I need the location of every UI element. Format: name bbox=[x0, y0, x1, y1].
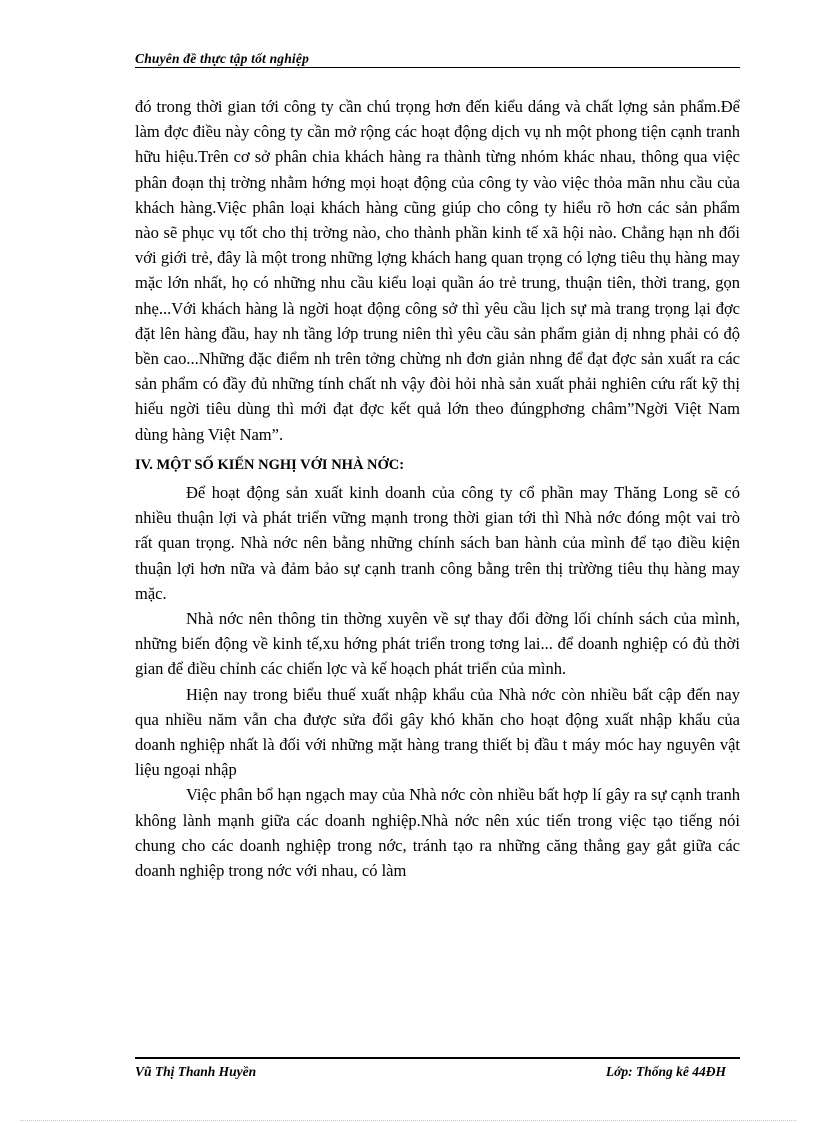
paragraph: Việc phân bổ hạn ngạch may của Nhà nớc còn nhiều bất hợp lí gây ra sự cạnh tranh không lành mạnh giữa các doanh nghiệp.Nhà nớc nên xúc tiến trong việc tạo tiếng nói chung cho các doanh nghiệp trong nớc, tránh tạo ra những căng thẳng gay gắt giữa các doanh nghiệp trong nớc với nhau, có làm bbox=[135, 785, 740, 881]
paragraph: đó trong thời gian tới công ty cần chú trọng hơn đến kiểu dáng và chất lợng sản phẩm.Để làm đợc điều này công ty cần mở rộng các hoạt động dịch vụ nh một phong tiện cạnh tranh hữu hiệu.Trên cơ sở phân chia khách hàng ra thành từng nhóm khác nhau, thông qua việc phân đoạn thị trờng nhằm hớng mọi hoạt động của công ty vào việc thỏa mãn nhu cầu của khách hàng.Việc phân loại khách hàng cũng giúp cho công ty hiểu rõ hơn các sản phẩm nào sẽ phục vụ tốt cho thị trờng nào, cho thành phần kinh tế xã hội nào. Chẳng hạn nh đối với giới trẻ, đây là một trong những lợng khách hang quan trọng có lợng tiêu thụ hàng may mặc lớn nhất, họ có những nhu cầu kiểu loại quần áo trẻ trung, thuận tiên, thời trang, gọn nhẹ...Với khách hàng là ngời hoạt động công sở thì yêu cầu lịch sự mà trang trọng lại đợc đặt lên hàng đầu, hay nh tầng lớp trung niên thì yêu cầu sản phẩm giản dị nhng phải có độ bền cao...Những đặc điểm nh trên tởng chừng nh đơn giản nhng để đạt đợc sản xuất ra các sản phẩm có đầy đủ những tính chất nh vậy đòi hỏi nhà sản xuất phải nghiên cứu rất kỹ thị hiếu ngời tiêu dùng thì mới đạt đợc kết quả lớn theo đúngphơng châm”Ngời Việt Nam dùng hàng Việt Nam”. bbox=[135, 97, 740, 444]
paragraph: Hiện nay trong biểu thuế xuất nhập khẩu của Nhà nớc còn nhiều bất cập đến nay qua nhiều năm vẫn cha được sửa đổi gây khó khăn cho hoạt động xuất nhập khẩu của doanh nghiệp nhất là đối với những mặt hàng trang thiết bị đầu t máy móc hay nguyên vật liệu ngoại nhập bbox=[135, 684, 740, 780]
document-body bbox=[135, 94, 740, 883]
section-heading: IV. MỘT SỐ KIẾN NGHỊ VỚI NHÀ NỚC: bbox=[135, 456, 405, 473]
paragraph: Nhà nớc nên thông tin thờng xuyên về sự thay đổi đờng lối chính sách của mình, những biến động về kinh tế,xu hớng phát triển trong tơng lai... để doanh nghiệp có đủ thời gian để điều chỉnh các chiến lợc và kế hoạch phát triển của mình. bbox=[135, 609, 740, 679]
page-header bbox=[135, 50, 740, 68]
paragraph: Để hoạt động sản xuất kinh doanh của công ty cổ phần may Thăng Long sẽ có nhiều thuận lợi và phát triển vững mạnh trong thời gian tới thì Nhà nớc đóng một vai trò rất quan trọng. Nhà nớc nên bằng những chính sách ban hành của mình để tạo điều kiện thuận lợi hơn nữa và đảm bảo sự cạnh tranh công bằng trên thị trừờng tiêu thụ hàng may mặc. bbox=[135, 483, 740, 603]
page-footer bbox=[135, 1057, 740, 1080]
header-title: Chuyên đề thực tập tốt nghiệp bbox=[135, 51, 310, 66]
page-bottom-divider bbox=[20, 1120, 796, 1121]
footer-author: Vũ Thị Thanh Huyền bbox=[135, 1064, 257, 1079]
footer-class: Lớp: Thống kê 44ĐH bbox=[605, 1064, 726, 1079]
